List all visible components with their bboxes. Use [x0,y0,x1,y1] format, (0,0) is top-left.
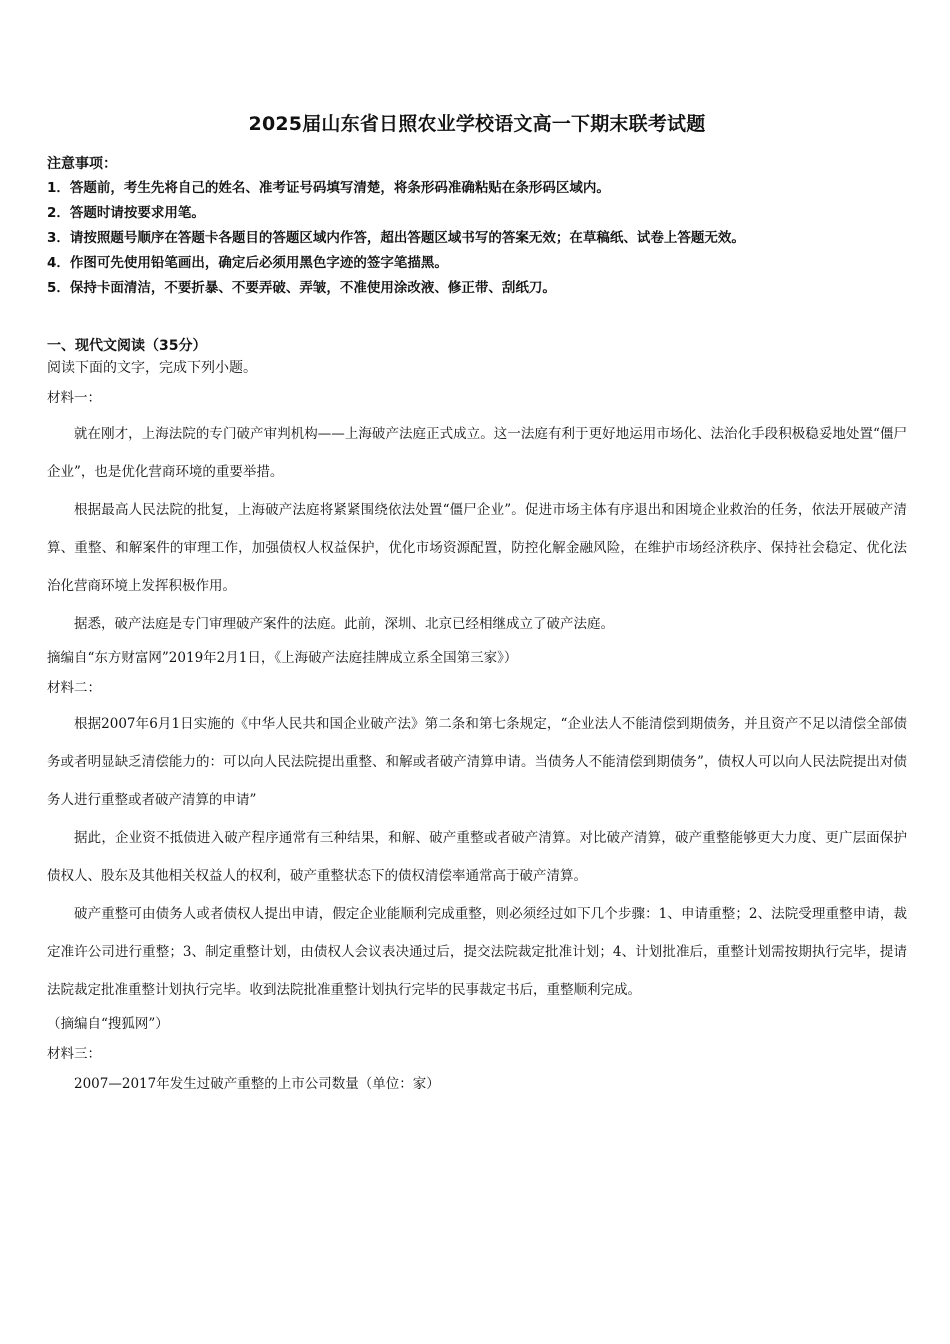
notice-list [47,176,907,301]
material-paragraph: 破产重整可由债务人或者债权人提出申请，假定企业能顺利完成重整，则必须经过如下几个步骤：1、申请重整；2、法院受理重整申请，裁定准许公司进行重整；3、制定重整计划，由债权人会议表决通过后，提交法院裁定批准计划；4、计划批准后，重整计划需按期执行完毕，提请法院裁定批准重整计划执行完毕。收到法院批准重整计划执行完毕的民事裁定书后，重整顺利完成。 [47,906,907,998]
notice-item: 5．保持卡面清洁，不要折暴、不要弄破、弄皱，不准使用涂改液、修正带、刮纸刀。 [47,280,556,296]
material-paragraph: 根据最高人民法院的批复，上海破产法庭将紧紧围绕依法处置“僵尸企业”。促进市场主体有序退出和困境企业救治的任务，依法开展破产清算、重整、和解案件的审理工作，加强债权人权益保护，优化市场资源配置，防控化解金融风险，在维护市场经济秩序、保持社会稳定、优化法治化营商环境上发挥积极作用。 [47,502,907,594]
material-paragraph: 据悉，破产法庭是专门审理破产案件的法庭。此前，深圳、北京已经相继成立了破产法庭。 [74,616,614,632]
notice-heading: 注意事项： [47,156,117,172]
material-label: 材料三： [47,1046,101,1062]
section-heading: 一、现代文阅读（35分） [47,338,207,354]
notice-item: 1．答题前，考生先将自己的姓名、准考证号码填写清楚，将条形码准确粘贴在条形码区域内。 [47,180,610,196]
material-paragraph: 据此，企业资不抵债进入破产程序通常有三种结果，和解、破产重整或者破产清算。对比破产清算，破产重整能够更大力度、更广层面保护债权人、股东及其他相关权益人的权利，破产重整状态下的债权清偿率通常高于破产清算。 [47,830,907,884]
notice-item: 4．作图可先使用铅笔画出，确定后必须用黑色字迹的签字笔描黑。 [47,255,448,271]
notice-item: 2．答题时请按要求用笔。 [47,205,205,221]
notice-item: 3．请按照题号顺序在答题卡各题目的答题区域内作答，超出答题区域书写的答案无效；在草稿纸、试卷上答题无效。 [47,230,745,246]
material-label: 材料二： [47,680,101,696]
material-label: 材料一： [47,390,101,406]
exam-page [47,110,907,1095]
exam-title: 2025届山东省日照农业学校语文高一下期末联考试题 [248,113,706,135]
material-source: 摘编自“东方财富网”2019年2月1日，《上海破产法庭挂牌成立系全国第三家》） [47,650,518,666]
table-caption: 2007—2017年发生过破产重整的上市公司数量（单位：家） [74,1076,440,1092]
material-source: （摘编自“搜狐网”） [47,1016,169,1032]
material-paragraph: 根据2007年6月1日实施的《中华人民共和国企业破产法》第二条和第七条规定，“企业法人不能清偿到期债务，并且资产不足以清偿全部债务或者明显缺乏清偿能力的：可以向人民法院提出重整、和解或者破产清算申请。当债务人不能清偿到期债务”，债权人可以向人民法院提出对债务人进行重整或者破产清算的申请” [47,716,907,808]
section-instruction: 阅读下面的文字，完成下列小题。 [47,360,257,376]
material-paragraph: 就在刚才，上海法院的专门破产审判机构——上海破产法庭正式成立。这一法庭有利于更好地运用市场化、法治化手段积极稳妥地处置“僵尸企业”，也是优化营商环境的重要举措。 [47,426,907,480]
